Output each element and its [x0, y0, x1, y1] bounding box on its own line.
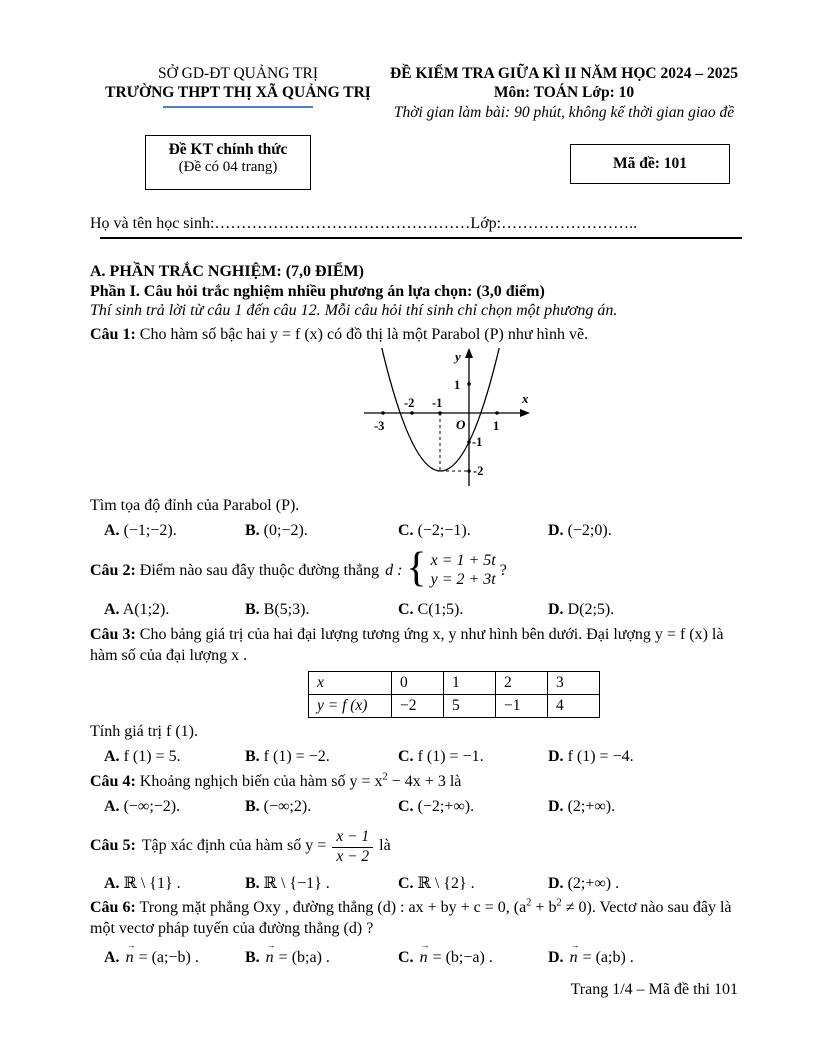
- exponent: 2: [556, 898, 562, 910]
- question-5: [90, 824, 742, 870]
- option-c: C. f (1) = −1.: [398, 748, 484, 766]
- equation-x: x = 1 + 5t: [430, 552, 496, 570]
- student-name-line: Họ và tên học sinh:…………………………………………Lớp:……………………..: [90, 215, 638, 233]
- option-a: A. ℝ \ {1} .: [104, 874, 181, 892]
- vector-arrow-icon: →: [266, 940, 276, 951]
- question-1-label: Câu 1:: [90, 325, 136, 343]
- vector-n: → n: [419, 940, 430, 967]
- x-tick-label: -1: [432, 396, 443, 411]
- school-name: TRƯỜNG THPT THỊ XÃ QUẢNG TRỊ: [105, 84, 371, 102]
- x-tick-label: -3: [374, 419, 385, 434]
- option-d: D. (2;+∞) .: [548, 874, 620, 892]
- question-3-prompt: Tính giá trị f (1).: [90, 723, 198, 741]
- option-c: C. C(1;5).: [398, 601, 464, 619]
- tick-dot: [410, 412, 414, 416]
- exam-subject: Môn: TOÁN Lớp: 10: [493, 84, 635, 102]
- table-row-x: x 0 1 2 3: [309, 672, 600, 695]
- question-5-options: [90, 874, 742, 895]
- option-a: A. (−1;−2).: [104, 522, 177, 540]
- option-b: B. → n = (b;a) .: [245, 948, 398, 969]
- question-4: [90, 772, 742, 793]
- option-b: B. (0;−2).: [245, 522, 308, 540]
- question-3-label: Câu 3:: [90, 625, 136, 643]
- decorative-underline: [163, 106, 313, 108]
- vector-arrow-icon: →: [420, 940, 430, 951]
- fraction-numerator: x − 1: [332, 828, 373, 847]
- y-axis-arrow: [465, 348, 473, 358]
- question-6-text-mid: + b: [531, 899, 557, 917]
- question-5-text-post: là: [379, 837, 391, 855]
- vector-arrow-icon: →: [570, 940, 580, 951]
- exam-code-box: Mã đề: 101: [570, 144, 730, 184]
- question-6-text-post: ≠ 0). Vectơ nào sau đây là một vectơ pháp tuyến của đường thẳng (d) ?: [90, 899, 732, 938]
- question-2-text: Điểm nào sau đây thuộc đường thẳng: [139, 561, 380, 579]
- question-1-options: [90, 521, 742, 542]
- tick-dot: [467, 470, 471, 474]
- option-d: D. D(2;5).: [548, 601, 615, 619]
- question-3-text: Cho bảng giá trị của hai đại lượng tương ứng x, y như hình bên dưới. Đại lượng y = f (x) là hàm số của đại lượng x .: [90, 625, 724, 664]
- parametric-equations: [431, 552, 496, 590]
- option-a: A. (−∞;−2).: [104, 797, 181, 815]
- question-3-options: [90, 747, 742, 768]
- option-c: C. ℝ \ {2} .: [398, 874, 475, 892]
- y-tick-label: -1: [472, 435, 483, 450]
- y-axis-label: y: [455, 349, 461, 365]
- question-5-text-pre: Tập xác định của hàm số y =: [141, 837, 327, 855]
- x-tick-label: -2: [404, 396, 415, 411]
- exam-header: [90, 64, 742, 122]
- option-d: D. (−2;0).: [548, 522, 612, 540]
- question-1-text: Cho hàm số bậc hai y = f (x) có đồ thị là một Parabol (P) như hình vẽ.: [139, 325, 589, 343]
- vector-n: → n: [569, 940, 580, 967]
- tick-dot: [438, 412, 442, 416]
- question-2-options: [90, 600, 742, 621]
- equation-y: y = 2 + 3t: [430, 571, 496, 589]
- table-row-y: y = f (x) −2 5 −1 4: [309, 695, 600, 718]
- tick-dot: [381, 412, 385, 416]
- option-b: B. B(5;3).: [245, 601, 310, 619]
- value-table: [308, 671, 600, 718]
- header-boxes-row: [90, 135, 742, 190]
- question-2: [90, 546, 742, 596]
- x-axis-arrow: [520, 409, 530, 417]
- header-left-column: [90, 64, 386, 122]
- tick-dot: [467, 383, 471, 387]
- question-mark: ?: [499, 561, 507, 579]
- option-b: B. (−∞;2).: [245, 797, 312, 815]
- origin-label: O: [456, 417, 466, 433]
- official-exam-box: [145, 135, 311, 190]
- fraction: [332, 828, 373, 865]
- option-a: A. → n = (a;−b) .: [104, 948, 245, 969]
- tick-dot: [495, 412, 499, 416]
- y-tick-label: 1: [454, 378, 461, 393]
- divider-line: [100, 237, 742, 239]
- question-4-text-pre: Khoảng nghịch biến của hàm số y = x: [139, 773, 383, 791]
- option-d: D. f (1) = −4.: [548, 748, 634, 766]
- exam-duration: Thời gian làm bài: 90 phút, không kể thời gian giao đề: [393, 103, 735, 121]
- question-4-options: [90, 797, 742, 818]
- option-a: A. f (1) = 5.: [104, 748, 181, 766]
- option-d: D. → n = (a;b) .: [548, 948, 742, 969]
- exam-title: ĐỀ KIỂM TRA GIỮA KÌ II NĂM HỌC 2024 – 2025: [390, 65, 738, 82]
- question-2-label: Câu 2:: [90, 561, 136, 579]
- option-b: B. f (1) = −2.: [245, 748, 330, 766]
- official-exam-label: Đề KT chính thức: [168, 141, 288, 159]
- option-a: A. A(1;2).: [104, 601, 170, 619]
- question-1: [90, 325, 742, 346]
- exponent: 2: [526, 898, 532, 910]
- vector-arrow-icon: →: [126, 940, 136, 951]
- question-6-options: [90, 940, 742, 969]
- header-right-column: [386, 64, 742, 122]
- question-5-label: Câu 5:: [90, 837, 136, 855]
- fraction-denominator: x − 2: [336, 847, 370, 865]
- question-1-prompt: Tìm tọa độ đỉnh của Parabol (P).: [90, 497, 300, 515]
- tick-dot: [467, 441, 471, 445]
- department-name: SỞ GD-ĐT QUẢNG TRỊ: [157, 65, 319, 82]
- line-name: d :: [385, 561, 403, 579]
- option-d: D. (2;+∞).: [548, 797, 616, 815]
- question-4-text-post: − 4x + 3 là: [387, 773, 462, 791]
- x-axis-label: x: [522, 391, 529, 407]
- option-c: C. → n = (b;−a) .: [398, 948, 548, 969]
- x-tick-label: 1: [493, 419, 500, 434]
- vector-n: → n: [125, 940, 136, 967]
- y-tick-label: -2: [473, 464, 484, 479]
- exponent: 2: [382, 771, 388, 783]
- option-c: C. (−2;+∞).: [398, 797, 475, 815]
- question-6-text-pre: Trong mặt phẳng Oxy , đường thẳng (d) : ax + by + c = 0, (a: [139, 899, 527, 917]
- vector-n: → n: [265, 940, 276, 967]
- system-brace: {: [406, 545, 427, 592]
- question-6: [90, 898, 742, 940]
- section-a-title: A. PHẦN TRẮC NGHIỆM: (7,0 ĐIỂM): [90, 263, 364, 281]
- part1-title: Phần I. Câu hỏi trắc nghiệm nhiều phương án lựa chọn: (3,0 điểm): [90, 282, 545, 300]
- page-footer: Trang 1/4 – Mã đề thi 101: [570, 980, 738, 998]
- part1-instruction: Thí sinh trả lời từ câu 1 đến câu 12. Mỗi câu hỏi thí sinh chỉ chọn một phương án.: [90, 302, 618, 320]
- question-3: [90, 625, 742, 667]
- parabola-figure: [362, 347, 538, 487]
- question-4-label: Câu 4:: [90, 773, 136, 791]
- option-c: C. (−2;−1).: [398, 522, 471, 540]
- question-6-label: Câu 6:: [90, 899, 136, 917]
- option-b: B. ℝ \ {−1} .: [245, 874, 330, 892]
- page-count-note: (Đề có 04 trang): [178, 159, 278, 176]
